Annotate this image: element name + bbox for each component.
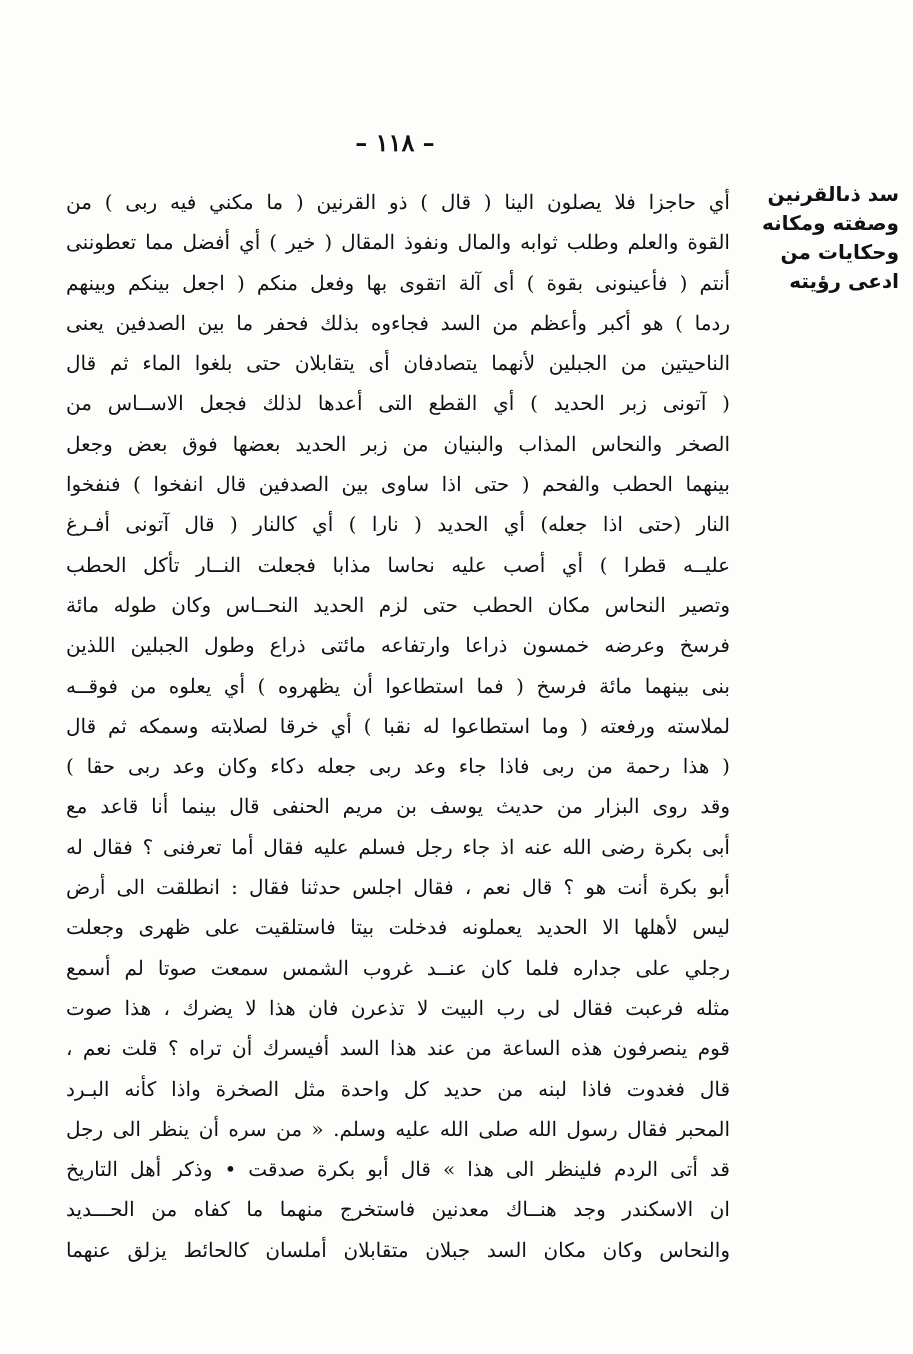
text-line: قوم ينصرفون هذه الساعة من عند هذا السد أفيسرك أن تراه ؟ قلت نعم ،: [66, 1036, 730, 1061]
text-line: القوة والعلم وطلب ثوابه والمال ونفوذ المقال ( خير ) أي أفضل مما تعطوننى: [66, 230, 730, 255]
margin-note: [739, 180, 899, 296]
text-line: ليس لأهلها الا الحديد يعملونه فدخلت بيتا فاستلقيت على ظهرى وجعلت: [66, 915, 730, 940]
text-line: والنحاس وكان مكان السد جبلان متقابلان أملسان كالحائط يزلق عنهما: [66, 1237, 730, 1262]
text-line: عليــه قطرا ) أي أصب عليه نحاسا مذابا فجعلت النــار تأكل الحطب: [66, 552, 730, 577]
text-line: الصخر والنحاس المذاب والبنيان من زبر الحديد بعضها فوق بعض وجعل: [66, 431, 730, 456]
text-line: بنى بينهما مائة فرسخ ( فما استطاعوا أن يظهروه ) أي يعلوه من فوقــه: [66, 673, 730, 698]
body-text: [66, 182, 730, 1270]
text-line: وقد روى البزار من حديث يوسف بن مريم الحنفى قال بينما أنا قاعد مع: [66, 794, 730, 819]
text-line: لملاسته ورفعته ( وما استطاعوا له نقبا ) أي خرقا لصلابته وسمكه ثم قال: [66, 713, 730, 738]
text-line: قد أتى الردم فلينظر الى هذا » قال أبو بكرة صدقت • وذكر أهل التاريخ: [66, 1157, 730, 1182]
margin-note-line: ادعى رؤيته: [789, 269, 899, 293]
margin-note-line: وحكايات من: [780, 240, 899, 264]
text-line: أنتم ( فأعينونى بقوة ) أى آلة اتقوى بها وفعل منكم ( اجعل بينكم وبينهم: [66, 270, 730, 295]
text-line: الناحيتين من الجبلين لأنهما يتصادفان أى يتقابلان حتى بلغوا الماء ثم قال: [66, 351, 730, 376]
text-line: أبى بكرة رضى الله عنه اذ جاء رجل فسلم عليه فقال أما تعرفنى ؟ فقال له: [66, 834, 730, 859]
text-line: مثله فرعبت فقال لى رب البيت لا تذعرن فان هذا لا يضرك ، هذا صوت: [66, 995, 730, 1020]
text-line: ( هذا رحمة من ربى فاذا جاء وعد ربى جعله دكاء وكان وعد ربى حقا ): [66, 754, 730, 779]
text-line: رجلي على جداره فلما كان عنــد غروب الشمس سمعت صوتا لم أسمع: [66, 955, 730, 980]
text-line: بينهما الحطب والفحم ( حتى اذا ساوى بين الصدفين قال انفخوا ) فنفخوا: [66, 472, 730, 497]
text-line: ان الاسكندر وجد هنــاك معدنين فاستخرج منهما ما كفاه من الحـــديد: [66, 1197, 730, 1222]
margin-note-line: سد ذىالقرنين: [767, 182, 899, 206]
text-line: النار (حتى اذا جعله) أي الحديد ( نارا ) أي كالنار ( قال آتونى أفـرغ: [66, 512, 730, 537]
text-line: أي حاجزا فلا يصلون الينا ( قال ) ذو القرنين ( ما مكني فيه ربى ) من: [66, 190, 730, 214]
text-line: وتصير النحاس مكان الحطب حتى لزم الحديد النحــاس وكان طوله مائة: [66, 592, 730, 617]
text-line: قال فغدوت فاذا لبنه من حديد كل واحدة مثل الصخرة واذا كأنه البـرد: [66, 1076, 730, 1101]
text-line: المحبر فقال رسول الله صلى الله عليه وسلم. « من سره أن ينظر الى رجل: [66, 1116, 730, 1141]
margin-note-line: وصفته ومكانه: [761, 211, 899, 235]
text-line: ردما ) هو أكبر وأعظم من السد فجاءوه بذلك فحفر ما بين الصدفين يعنى: [66, 310, 730, 335]
text-line: فرسخ وعرضه خمسون ذراعا وارتفاعه مائتى ذراع وطول الجبلين اللذين: [66, 633, 730, 658]
text-line: أبو بكرة أنت هو ؟ قال نعم ، فقال اجلس حدثنا فقال : انطلقت الى أرض: [66, 875, 730, 900]
text-line: ( آتونى زبر الحديد ) أي القطع التى أعدها لذلك فجعل الاســاس من: [66, 391, 730, 416]
page-number: – ١١٨ –: [355, 128, 435, 157]
